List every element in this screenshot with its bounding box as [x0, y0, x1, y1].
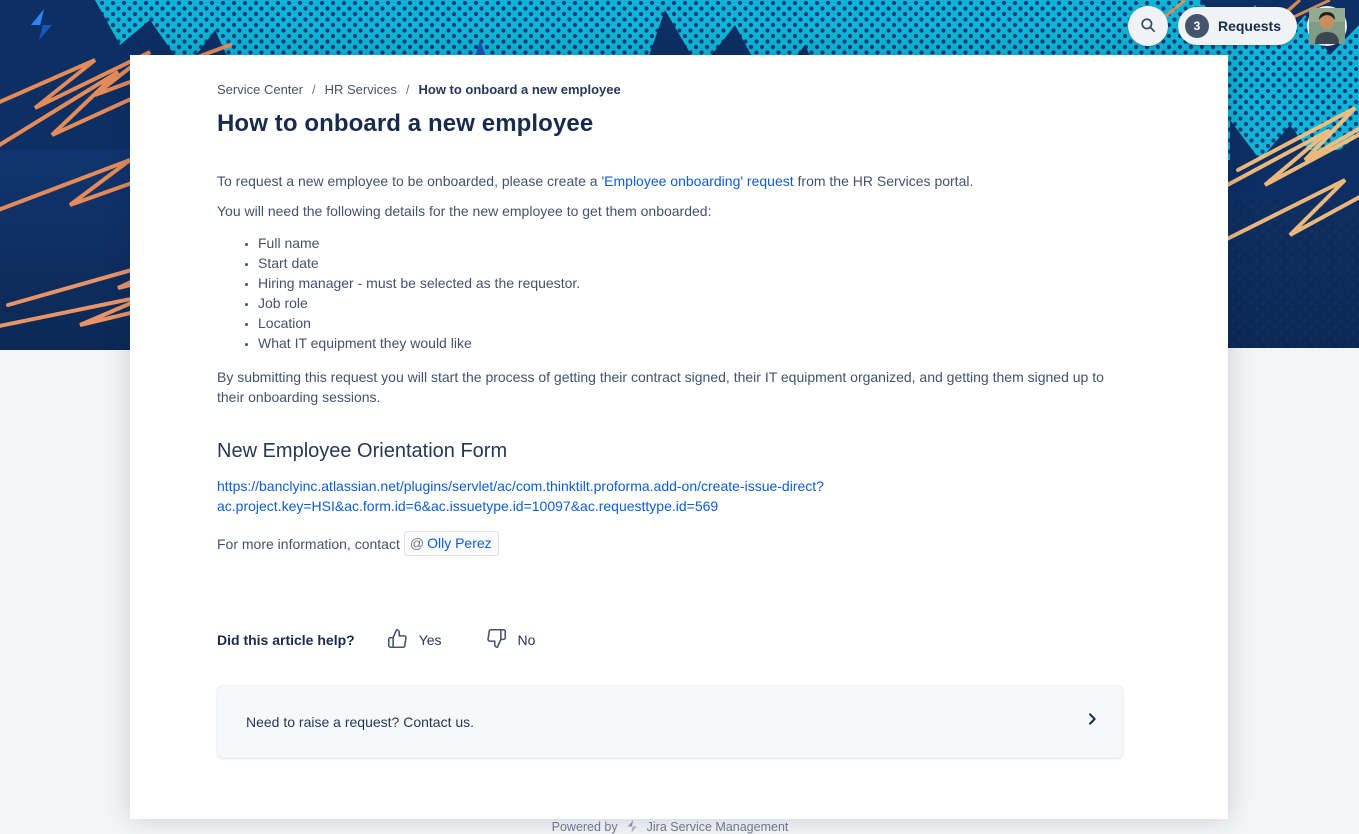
- feedback-yes-button[interactable]: [387, 628, 442, 652]
- list-item: • Job role: [258, 293, 1123, 313]
- topbar-actions: [1128, 6, 1347, 46]
- url-line-2: ac.project.key=HSI&ac.form.id=6&ac.issuetype.id=10097&ac.requesttype.id=569: [217, 498, 719, 514]
- feedback-no-button[interactable]: [486, 628, 536, 652]
- form-section-heading: New Employee Orientation Form: [217, 440, 508, 462]
- breadcrumb-hr-services[interactable]: HR Services: [324, 82, 397, 97]
- mention-user-name: Olly Perez: [427, 535, 492, 551]
- feedback-question: Did this article help?: [217, 632, 355, 648]
- mention-at-symbol: @: [409, 535, 425, 551]
- list-item: • Start date: [258, 253, 1123, 273]
- breadcrumb-service-center[interactable]: Service Center: [217, 82, 303, 97]
- list-item: • Full name: [258, 233, 1123, 253]
- contact-text: For more information, contact: [217, 535, 400, 552]
- article-card: [130, 55, 1228, 834]
- powered-by-text: Powered by: [551, 819, 618, 834]
- thumbs-up-icon: [387, 628, 408, 652]
- search-button[interactable]: [1128, 6, 1168, 46]
- details-list: [217, 233, 1123, 353]
- list-item: • What IT equipment they would like: [258, 333, 1123, 353]
- product-name-text: Jira Service Management: [646, 819, 789, 834]
- submit-note: By submitting this request you will start the process of getting their contract signed, their IT equipment organized, and getting them signed up to their onboarding sessions.: [217, 369, 1104, 405]
- help-center-logo[interactable]: [20, 6, 64, 46]
- chevron-right-icon: [1084, 711, 1100, 732]
- service-desk-logo-icon: [24, 8, 60, 45]
- url-line-1: https://banclyinc.atlassian.net/plugins/servlet/ac/com.thinktilt.proforma.add-on/create-issue-direct?: [217, 478, 824, 494]
- intro-text-after: from the HR Services portal.: [793, 173, 974, 189]
- jsm-logo-icon: [625, 819, 640, 834]
- feedback-no-label: No: [517, 632, 536, 648]
- intro-paragraph: [217, 171, 1123, 191]
- raise-request-card[interactable]: [217, 685, 1123, 758]
- page-title: How to onboard a new employee: [217, 110, 594, 137]
- search-icon: [1139, 16, 1157, 37]
- requests-count-badge: 3: [1185, 14, 1209, 38]
- breadcrumb-separator: /: [311, 82, 316, 97]
- employee-onboarding-request-link[interactable]: 'Employee onboarding' request: [601, 173, 794, 189]
- thumbs-down-icon: [486, 628, 507, 652]
- raise-request-text: Need to raise a request? Contact us.: [246, 713, 475, 730]
- orientation-form-url-link[interactable]: [217, 476, 1123, 516]
- requests-button[interactable]: [1178, 7, 1297, 45]
- breadcrumb: [217, 82, 1123, 97]
- details-intro: You will need the following details for the new employee to get them onboarded:: [217, 203, 712, 219]
- powered-by-footer[interactable]: [217, 819, 1123, 834]
- article-feedback: [217, 628, 1123, 652]
- breadcrumb-current-page: How to onboard a new employee: [418, 82, 621, 97]
- contact-paragraph: [217, 531, 1123, 556]
- list-item: • Hiring manager - must be selected as the requestor.: [258, 273, 1123, 293]
- user-avatar[interactable]: [1307, 6, 1347, 46]
- list-item: • Location: [258, 313, 1123, 333]
- requests-label: Requests: [1217, 18, 1281, 34]
- topbar: [0, 0, 1359, 52]
- feedback-yes-label: Yes: [418, 632, 442, 648]
- intro-text-before: To request a new employee to be onboarded, please create a: [217, 173, 602, 189]
- user-mention-chip[interactable]: [404, 531, 499, 556]
- breadcrumb-separator: /: [405, 82, 410, 97]
